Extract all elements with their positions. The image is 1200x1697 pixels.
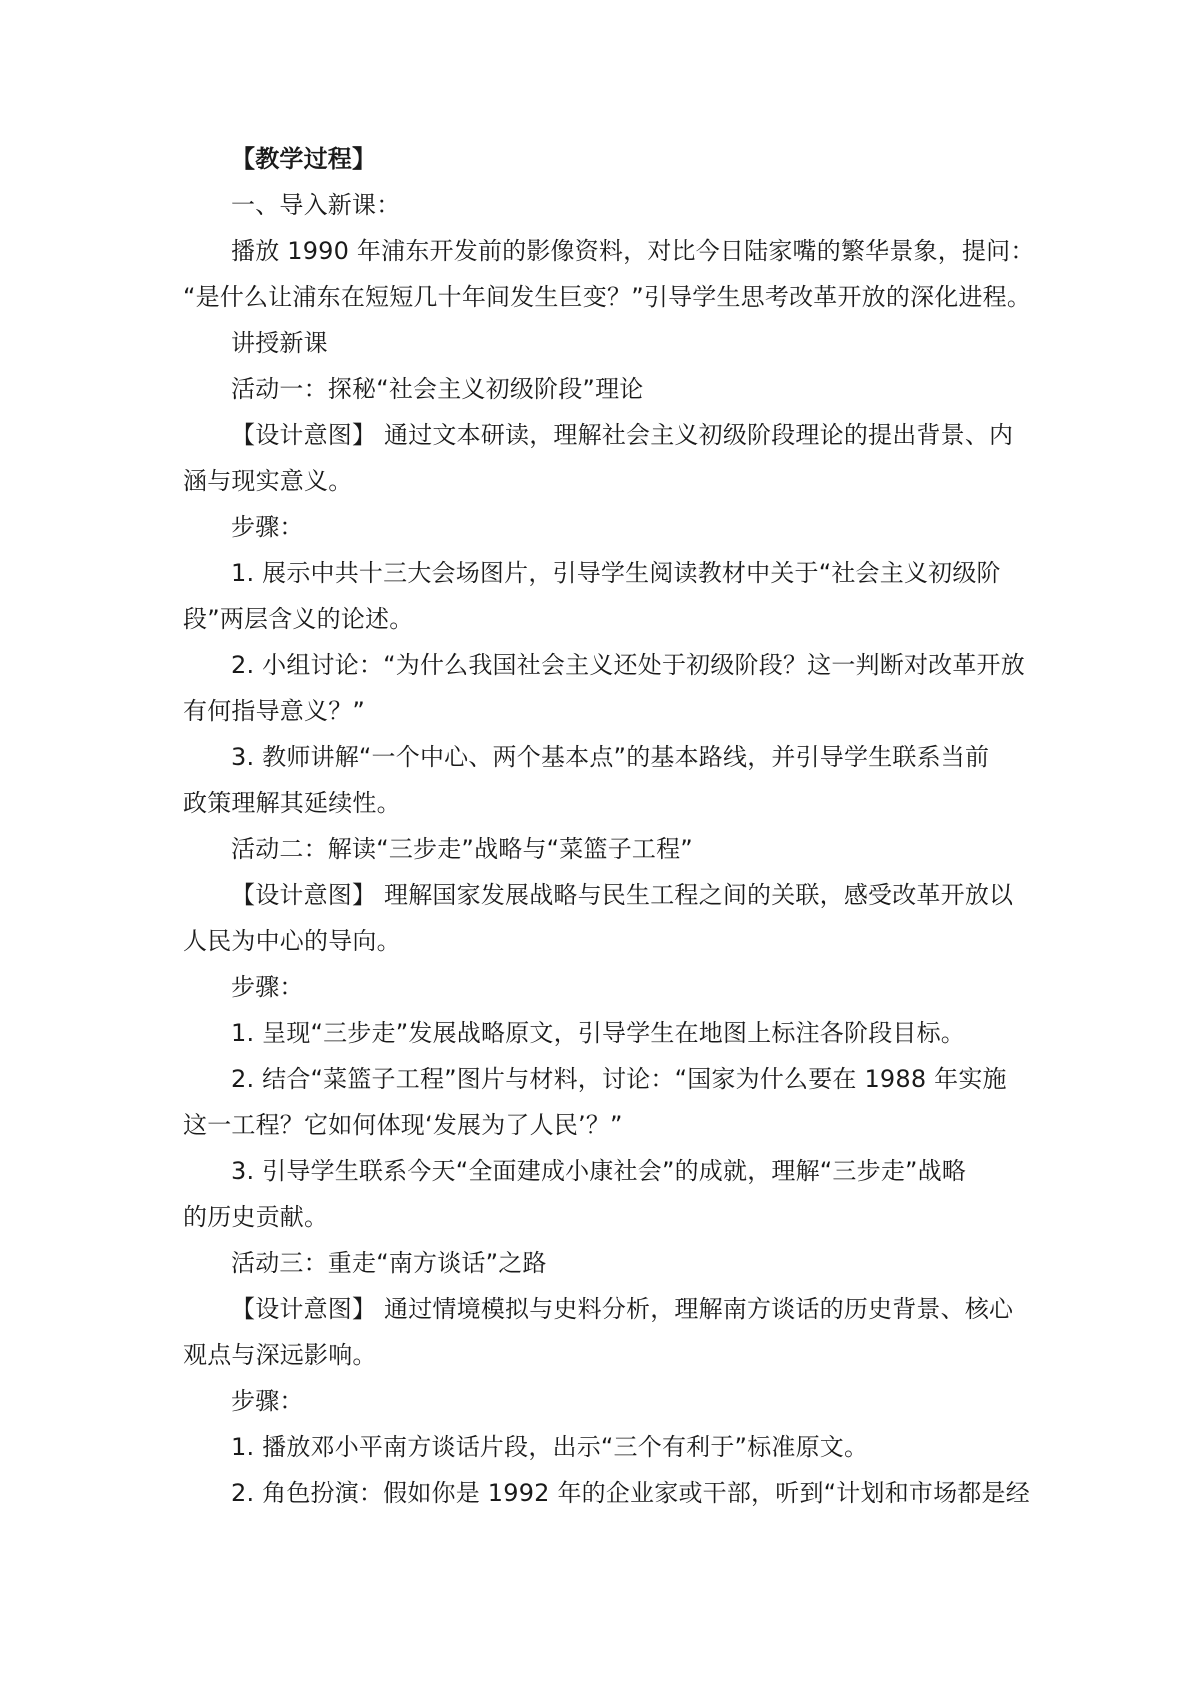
intro-paragraph-line: 播放 1990 年浦东开发前的影像资料，对比今日陆家嘴的繁华景象，提问：	[231, 237, 1035, 265]
section-heading: 【教学过程】	[231, 145, 377, 173]
activity-1-step-2-line: 有何指导意义？”	[183, 697, 366, 725]
activity-1-intent-line: 涵与现实意义。	[183, 467, 353, 495]
activity-2-intent-line: 【设计意图】 理解国家发展战略与民生工程之间的关联，感受改革开放以	[231, 881, 1014, 909]
activity-3-intent-line: 观点与深远影响。	[183, 1341, 377, 1369]
activity-2-step-2-line: 这一工程？它如何体现‘发展为了人民’？”	[183, 1111, 623, 1139]
activity-1-title: 活动一：探秘“社会主义初级阶段”理论	[231, 375, 644, 403]
activity-3-intent-line: 【设计意图】 通过情境模拟与史料分析，理解南方谈话的历史背景、核心	[231, 1295, 1014, 1323]
intro-paragraph-line: “是什么让浦东在短短几十年间发生巨变？”引导学生思考改革开放的深化进程。	[183, 283, 1032, 311]
document-body	[183, 136, 1035, 1516]
activity-3-steps-label: 步骤：	[231, 1387, 304, 1415]
activity-2-step-2-line: 2. 结合“菜篮子工程”图片与材料，讨论：“国家为什么要在 1988 年实施	[231, 1065, 1007, 1093]
activity-2-title: 活动二：解读“三步走”战略与“菜篮子工程”	[231, 835, 693, 863]
activity-1-steps-label: 步骤：	[231, 513, 304, 541]
activity-1-step-3-line: 政策理解其延续性。	[183, 789, 401, 817]
activity-2-steps-label: 步骤：	[231, 973, 304, 1001]
activity-1-step-2-line: 2. 小组讨论：“为什么我国社会主义还处于初级阶段？这一判断对改革开放	[231, 651, 1025, 679]
new-lesson-title: 讲授新课	[231, 329, 328, 357]
activity-2-intent-line: 人民为中心的导向。	[183, 927, 401, 955]
activity-1-intent-line: 【设计意图】 通过文本研读，理解社会主义初级阶段理论的提出背景、内	[231, 421, 1014, 449]
activity-2-step-1-line: 1. 呈现“三步走”发展战略原文，引导学生在地图上标注各阶段目标。	[231, 1019, 965, 1047]
activity-3-title: 活动三：重走“南方谈话”之路	[231, 1249, 547, 1277]
intro-title: 一、导入新课：	[231, 191, 401, 219]
activity-2-step-3-line: 的历史贡献。	[183, 1203, 329, 1231]
activity-3-step-2-line: 2. 角色扮演：假如你是 1992 年的企业家或干部，听到“计划和市场都是经	[231, 1479, 1030, 1507]
activity-2-step-3-line: 3. 引导学生联系今天“全面建成小康社会”的成就，理解“三步走”战略	[231, 1157, 967, 1185]
activity-1-step-1-line: 段”两层含义的论述。	[183, 605, 414, 633]
activity-1-step-1-line: 1. 展示中共十三大会场图片，引导学生阅读教材中关于“社会主义初级阶	[231, 559, 1001, 587]
activity-1-step-3-line: 3. 教师讲解“一个中心、两个基本点”的基本路线，并引导学生联系当前	[231, 743, 990, 771]
activity-3-step-1-line: 1. 播放邓小平南方谈话片段，出示“三个有利于”标准原文。	[231, 1433, 869, 1461]
